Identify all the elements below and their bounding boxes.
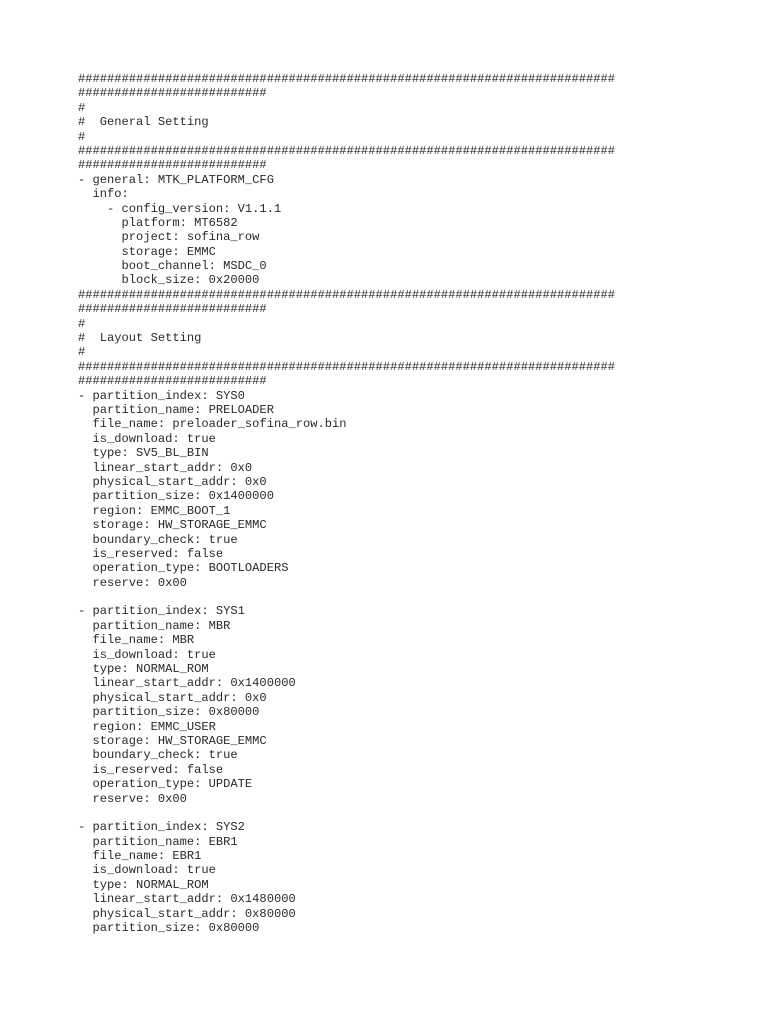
text-line: is_reserved: false: [78, 762, 224, 777]
text-line: physical_start_addr: 0x0: [78, 690, 267, 705]
text-line: ##########################: [78, 86, 267, 101]
text-line: region: EMMC_BOOT_1: [78, 503, 231, 518]
text-line: type: NORMAL_ROM: [78, 877, 209, 892]
text-line: - partition_index: SYS0: [78, 388, 245, 403]
text-line: # Layout Setting: [78, 331, 202, 346]
text-line: [78, 806, 698, 820]
text-line: is_download: true: [78, 647, 216, 662]
text-line: # General Setting: [78, 115, 209, 130]
text-line: partition_size: 0x1400000: [78, 489, 274, 504]
text-line: #: [78, 100, 86, 115]
text-line: project: sofina_row: [78, 230, 260, 245]
text-line: is_reserved: false: [78, 546, 224, 561]
text-line: boundary_check: true: [78, 532, 238, 547]
text-line: reserve: 0x00: [78, 791, 187, 806]
text-line: is_download: true: [78, 863, 216, 878]
text-line: type: NORMAL_ROM: [78, 662, 209, 677]
text-line: block_size: 0x20000: [78, 273, 260, 288]
text-line: [78, 590, 698, 604]
text-line: operation_type: UPDATE: [78, 777, 253, 792]
text-line: physical_start_addr: 0x0: [78, 474, 267, 489]
text-line: storage: HW_STORAGE_EMMC: [78, 733, 267, 748]
text-line: ##########################################################################: [78, 359, 616, 374]
text-line: ##########################################################################: [78, 143, 616, 158]
text-line: ##########################: [78, 302, 267, 317]
text-line: linear_start_addr: 0x1480000: [78, 892, 296, 907]
text-line: region: EMMC_USER: [78, 719, 216, 734]
text-line: - general: MTK_PLATFORM_CFG: [78, 172, 274, 187]
text-line: ##########################################################################: [78, 287, 616, 302]
text-line: is_download: true: [78, 431, 216, 446]
text-line: - partition_index: SYS2: [78, 820, 245, 835]
text-line: file_name: preloader_sofina_row.bin: [78, 417, 347, 432]
text-line: operation_type: BOOTLOADERS: [78, 561, 289, 576]
text-line: partition_size: 0x80000: [78, 705, 260, 720]
text-line: boot_channel: MSDC_0: [78, 259, 267, 274]
text-line: storage: HW_STORAGE_EMMC: [78, 518, 267, 533]
text-line: reserve: 0x00: [78, 575, 187, 590]
text-line: #: [78, 129, 86, 144]
text-line: platform: MT6582: [78, 215, 238, 230]
text-line: type: SV5_BL_BIN: [78, 446, 209, 461]
text-line: partition_size: 0x80000: [78, 921, 260, 936]
text-line: storage: EMMC: [78, 244, 216, 259]
text-line: - partition_index: SYS1: [78, 604, 245, 619]
text-line: ##########################: [78, 158, 267, 173]
text-line: file_name: EBR1: [78, 849, 202, 864]
text-line: - config_version: V1.1.1: [78, 201, 282, 216]
text-line: #: [78, 345, 86, 360]
scatter-file-document: [78, 72, 698, 935]
text-line: partition_name: PRELOADER: [78, 402, 274, 417]
text-line: file_name: MBR: [78, 633, 195, 648]
text-line: linear_start_addr: 0x0: [78, 460, 253, 475]
text-line: ##########################################################################: [78, 72, 616, 86]
text-line: ##########################: [78, 374, 267, 389]
text-line: partition_name: EBR1: [78, 834, 238, 849]
text-line: info:: [78, 187, 129, 202]
text-line: #: [78, 316, 86, 331]
text-line: physical_start_addr: 0x80000: [78, 906, 296, 921]
text-line: boundary_check: true: [78, 748, 238, 763]
text-line: partition_name: MBR: [78, 618, 231, 633]
text-line: linear_start_addr: 0x1400000: [78, 676, 296, 691]
